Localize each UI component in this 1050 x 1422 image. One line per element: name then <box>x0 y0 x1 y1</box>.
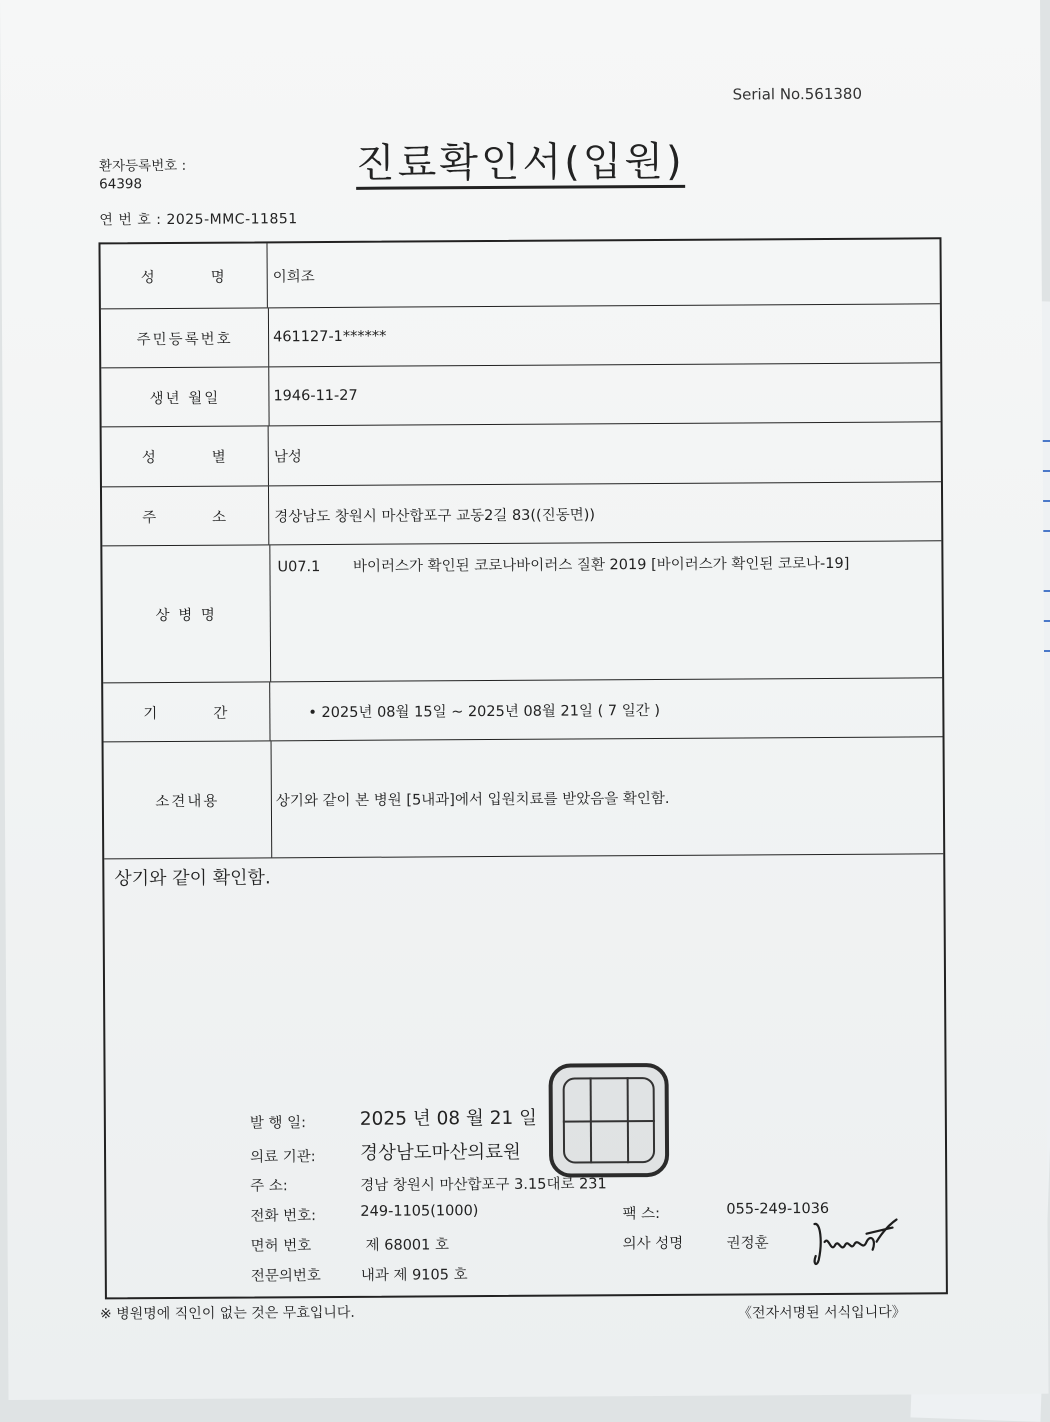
fax-value: 055-249-1036 <box>726 1200 830 1218</box>
electronic-signature-note: 《전자서명된 서식입니다》 <box>737 1304 906 1322</box>
row-period <box>103 678 942 742</box>
document-serial-line: 연 번 호 : 2025-MMC-11851 <box>99 211 298 229</box>
phone-value: 249-1105(1000) <box>360 1203 479 1220</box>
document-title: 진료확인서(입원) <box>356 139 685 190</box>
hospital-seal-stamp <box>549 1063 670 1178</box>
issue-date-value: 2025 년 08 월 21 일 <box>359 1107 538 1130</box>
patient-registration <box>99 157 186 194</box>
address-value: 경상남도 창원시 마산합포구 교동2길 83((진동면)) <box>274 506 596 525</box>
institution-label: 의료 기관: <box>250 1149 316 1166</box>
row-address <box>102 482 941 546</box>
period-value: • 2025년 08월 15일 ~ 2025년 08월 21일 ( 7 일간 ) <box>308 702 661 721</box>
row-diagnosis <box>102 541 942 683</box>
row-resident-id <box>101 304 940 368</box>
name-value: 이희조 <box>272 268 315 285</box>
row-label: 성 별 <box>102 426 269 486</box>
resident-id-value: 461127-1****** <box>273 328 387 346</box>
row-label: 성 명 <box>100 243 267 308</box>
doctor-label: 의사 성명 <box>622 1235 684 1253</box>
opinion-value: 상기와 같이 본 병원 [5내과]에서 입원치료를 받았음을 확인함. <box>275 790 670 809</box>
diagnosis-value: 바이러스가 확인된 코로나바이러스 질환 2019 [바이러스가 확인된 코로나-19] <box>352 555 850 575</box>
license-label: 면허 번호 <box>250 1238 312 1255</box>
patient-registration-label: 환자등록번호 : <box>98 157 187 175</box>
confirmation-text: 상기와 같이 확인함. <box>114 867 271 890</box>
footer-address-label: 주 소: <box>250 1178 288 1195</box>
row-label: 생년 월일 <box>101 367 269 426</box>
row-name <box>100 239 939 309</box>
row-label: 주민등록번호 <box>101 308 269 367</box>
diagnosis-entry <box>277 552 849 576</box>
row-label: 주 소 <box>102 486 269 545</box>
diagnosis-code: U07.1 <box>277 559 321 576</box>
institution-value: 경상남도마산의료원 <box>359 1141 521 1164</box>
license-value: 제 68001 호 <box>365 1237 450 1254</box>
fax-label: 팩 스: <box>622 1205 660 1223</box>
footer-address-value: 경남 창원시 마산합포구 3.15대로 231 <box>360 1176 607 1194</box>
invalid-without-seal-note: ※ 병원명에 직인이 없는 것은 무효입니다. <box>99 1304 355 1323</box>
birthdate-value: 1946-11-27 <box>273 387 358 405</box>
doctor-signature <box>806 1212 901 1273</box>
issue-date-label: 발 행 일: <box>249 1115 307 1132</box>
phone-label: 전화 번호: <box>250 1208 317 1225</box>
serial-number: Serial No.561380 <box>732 84 863 104</box>
row-label: 기 간 <box>103 682 270 741</box>
patient-registration-value: 64398 <box>99 176 143 193</box>
doctor-value: 권정훈 <box>726 1235 769 1252</box>
specialist-label: 전문의번호 <box>250 1268 321 1285</box>
row-sex <box>102 422 941 487</box>
sex-value: 남성 <box>273 449 302 466</box>
specialist-value: 내과 제 9105 호 <box>360 1267 468 1284</box>
row-label: 소견내용 <box>104 741 273 858</box>
row-birthdate <box>101 363 940 427</box>
row-opinion <box>104 737 944 859</box>
row-label: 상 병 명 <box>102 545 271 682</box>
certificate-form <box>98 237 947 1299</box>
